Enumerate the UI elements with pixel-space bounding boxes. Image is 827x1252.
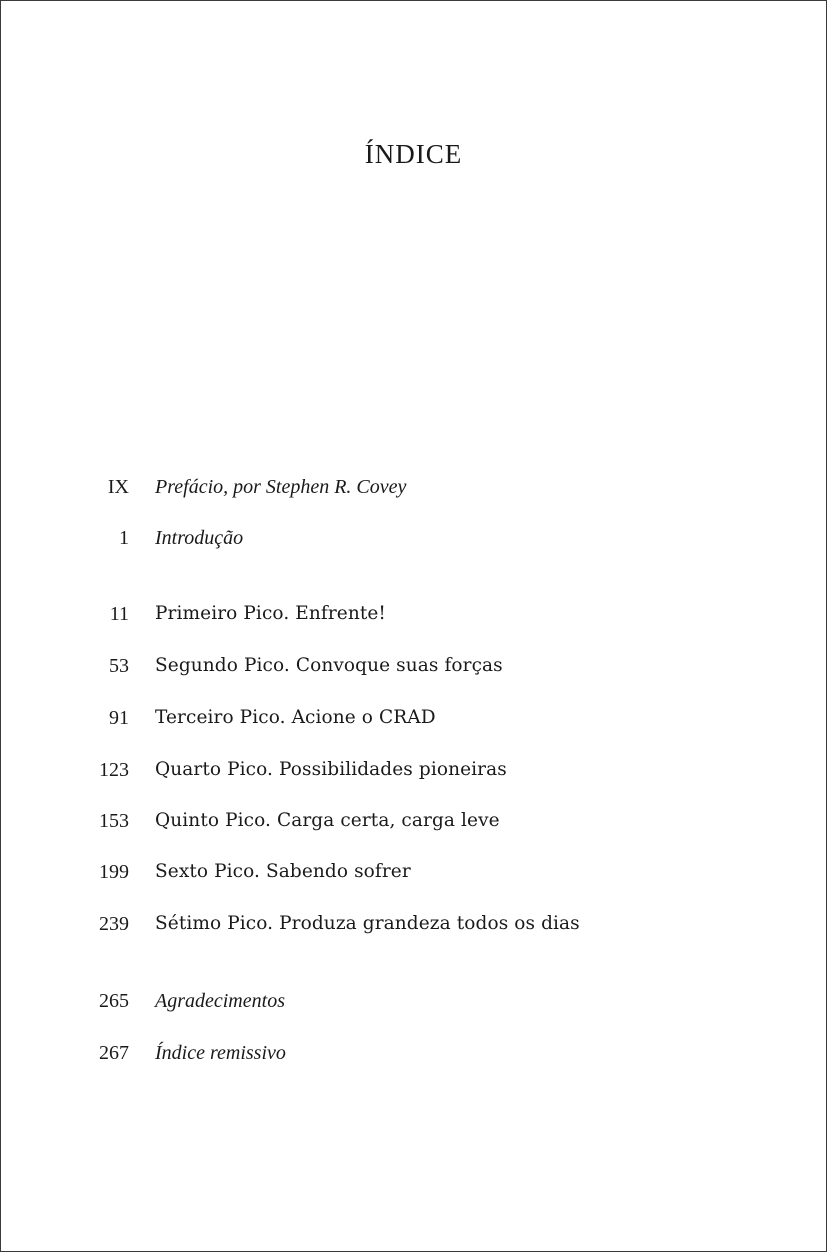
toc-entry-title: Terceiro Pico. Acione o CRAD — [155, 707, 436, 728]
page-title: ÍNDICE — [364, 139, 463, 169]
toc-entry-title: Segundo Pico. Convoque suas forças — [155, 655, 503, 676]
toc-entry-title: Prefácio, por Stephen R. Covey — [155, 476, 407, 498]
toc-entry-chapter-2 — [1, 651, 826, 681]
toc-entry-title: Agradecimentos — [155, 990, 285, 1012]
toc-entry-title: Primeiro Pico. Enfrente! — [155, 603, 386, 624]
toc-page-number: 267 — [99, 1042, 129, 1064]
toc-entry-title: Quinto Pico. Carga certa, carga leve — [155, 810, 500, 831]
toc-entry-chapter-3 — [1, 703, 826, 733]
toc-entry-introduction — [1, 523, 826, 553]
toc-entry-chapter-1 — [1, 599, 826, 629]
toc-page-number: 199 — [99, 861, 129, 883]
toc-page-number: 265 — [99, 990, 129, 1012]
toc-page-number: IX — [107, 476, 129, 498]
toc-page-number: 1 — [119, 527, 129, 549]
toc-entry-acknowledgements — [1, 986, 826, 1016]
toc-entry-title: Índice remissivo — [155, 1042, 286, 1064]
toc-page-number: 153 — [99, 810, 129, 832]
toc-entry-preface — [1, 472, 826, 502]
toc-entry-chapter-4 — [1, 755, 826, 785]
toc-page-number: 53 — [109, 655, 129, 677]
toc-entry-title: Sétimo Pico. Produza grandeza todos os dias — [155, 913, 580, 934]
toc-page-number: 11 — [109, 603, 129, 625]
toc-page-number: 123 — [99, 759, 129, 781]
toc-page-number: 91 — [109, 707, 129, 729]
toc-page-number: 239 — [99, 913, 129, 935]
toc-entry-chapter-6 — [1, 857, 826, 887]
toc-entry-index — [1, 1038, 826, 1068]
toc-entry-title: Quarto Pico. Possibilidades pioneiras — [155, 759, 507, 780]
toc-entry-title: Sexto Pico. Sabendo sofrer — [155, 861, 411, 882]
toc-entry-title: Introdução — [155, 527, 244, 549]
toc-entry-chapter-5 — [1, 806, 826, 836]
toc-entry-chapter-7 — [1, 909, 826, 939]
